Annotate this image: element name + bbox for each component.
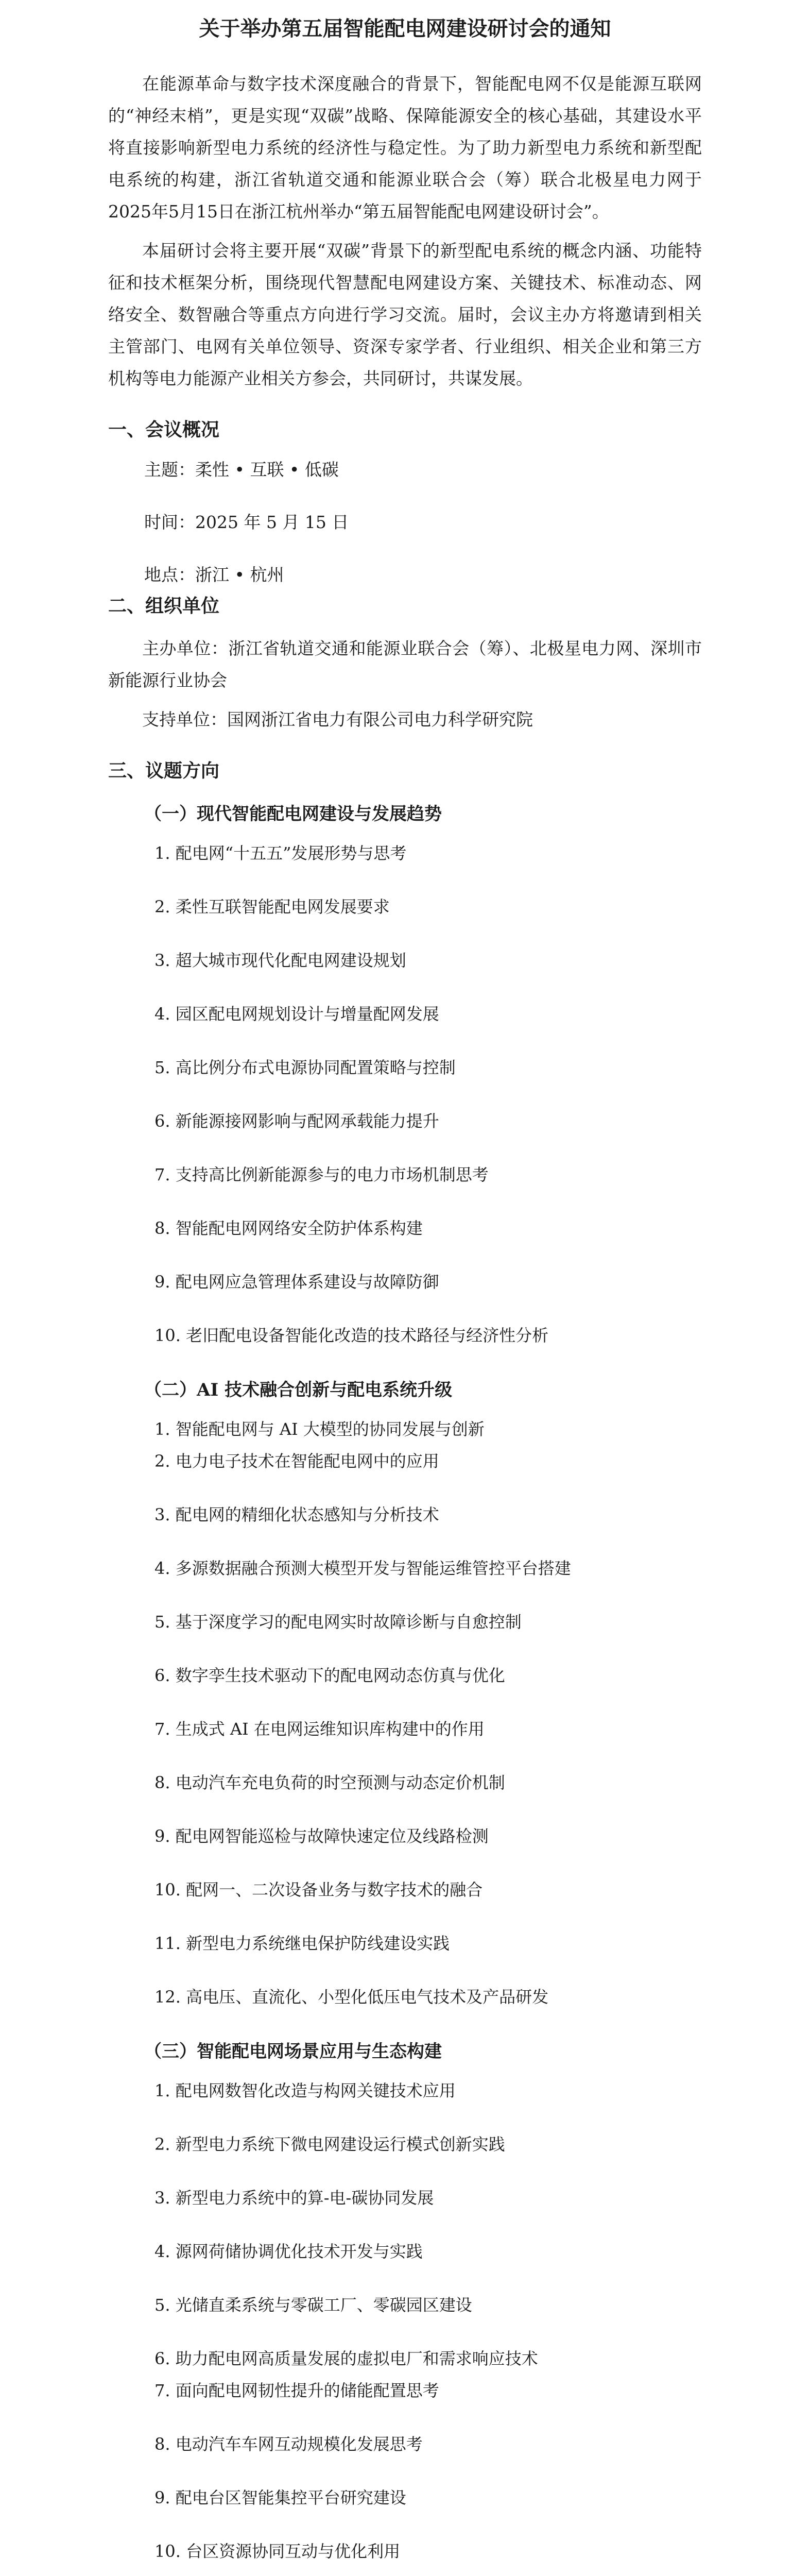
topic-item: 7. 生成式 AI 在电网运维知识库构建中的作用 bbox=[154, 1719, 485, 1739]
topic-item: 5. 基于深度学习的配电网实时故障诊断与自愈控制 bbox=[154, 1612, 522, 1632]
topic-item: 6. 助力配电网高质量发展的虚拟电厂和需求响应技术 bbox=[154, 2349, 538, 2368]
topic-item: 9. 配电台区智能集控平台研究建设 bbox=[154, 2488, 406, 2507]
topic-item: 10. 台区资源协同互动与优化利用 bbox=[154, 2541, 401, 2561]
section-heading-organizers: 二、组织单位 bbox=[108, 595, 220, 617]
topic-item: 8. 智能配电网网络安全防护体系构建 bbox=[154, 1218, 423, 1238]
topic-item: 5. 光储直柔系统与零碳工厂、零碳园区建设 bbox=[154, 2295, 472, 2315]
intro-paragraph-2: 本届研讨会将主要开展“双碳”背景下的新型配电系统的概念内涵、功能特征和技术框架分析，围绕现代智慧配电网建设方案、关键技术、标准动态、网络安全、数智融合等重点方向进行学习交流。届时，会议主办方将邀请到相关主管部门、电网有关单位领导、资深专家学者、行业组织、相关企业和第三方机构等电力能源产业相关方参会，共同研讨，共谋发展。 bbox=[108, 241, 702, 388]
topic-item: 3. 配电网的精细化状态感知与分析技术 bbox=[154, 1505, 439, 1524]
topic-item: 3. 新型电力系统中的算-电-碳协同发展 bbox=[154, 2188, 434, 2208]
section-heading-overview: 一、会议概况 bbox=[108, 419, 220, 440]
topic-item: 5. 高比例分布式电源协同配置策略与控制 bbox=[154, 1058, 456, 1077]
meeting-theme: 主题：柔性 • 互联 • 低碳 bbox=[144, 460, 339, 480]
topic-item: 1. 配电网“十五五”发展形势与思考 bbox=[154, 843, 407, 863]
host-units: 主办单位：浙江省轨道交通和能源业联合会（筹）、北极星电力网、深圳市新能源行业协会 bbox=[108, 638, 702, 690]
topic-item: 8. 电动汽车车网互动规模化发展思考 bbox=[154, 2434, 423, 2454]
topic-item: 1. 配电网数智化改造与构网关键技术应用 bbox=[154, 2081, 456, 2100]
section-heading-topics: 三、议题方向 bbox=[108, 760, 220, 782]
topic-group-heading-1: （一）现代智能配电网建设与发展趋势 bbox=[144, 804, 442, 824]
topic-item: 2. 新型电力系统下微电网建设运行模式创新实践 bbox=[154, 2134, 505, 2154]
topic-group-heading-2: （二）AI 技术融合创新与配电系统升级 bbox=[144, 1380, 453, 1400]
topic-item: 4. 源网荷储协调优化技术开发与实践 bbox=[154, 2242, 423, 2261]
document-title: 关于举办第五届智能配电网建设研讨会的通知 bbox=[199, 16, 611, 41]
intro-paragraph-1: 在能源革命与数字技术深度融合的背景下，智能配电网不仅是能源互联网的“神经末梢”，更是实现“双碳”战略、保障能源安全的核心基础，其建设水平将直接影响新型电力系统的经济性与稳定性。为了助力新型电力系统和新型配电系统的构建，浙江省轨道交通和能源业联合会（筹）联合北极星电力网于2025年5月15日在浙江杭州举办“第五届智能配电网建设研讨会”。 bbox=[108, 74, 702, 222]
topic-item: 9. 配电网应急管理体系建设与故障防御 bbox=[154, 1272, 439, 1292]
topic-item: 2. 电力电子技术在智能配电网中的应用 bbox=[154, 1451, 439, 1471]
topic-group-heading-3: （三）智能配电网场景应用与生态构建 bbox=[144, 2041, 442, 2062]
topic-item: 9. 配电网智能巡检与故障快速定位及线路检测 bbox=[154, 1826, 489, 1846]
topic-item: 4. 多源数据融合预测大模型开发与智能运维管控平台搭建 bbox=[154, 1558, 571, 1578]
topic-item: 2. 柔性互联智能配电网发展要求 bbox=[154, 897, 390, 917]
topic-item: 3. 超大城市现代化配电网建设规划 bbox=[154, 951, 406, 970]
topic-item: 6. 新能源接网影响与配网承载能力提升 bbox=[154, 1111, 439, 1131]
topic-item: 12. 高电压、直流化、小型化低压电气技术及产品研发 bbox=[154, 1987, 549, 2007]
meeting-place: 地点：浙江 • 杭州 bbox=[144, 565, 284, 585]
topic-item: 8. 电动汽车充电负荷的时空预测与动态定价机制 bbox=[154, 1773, 505, 1792]
topic-item: 6. 数字孪生技术驱动下的配电网动态仿真与优化 bbox=[154, 1666, 505, 1685]
topic-item: 11. 新型电力系统继电保护防线建设实践 bbox=[154, 1934, 450, 1953]
support-units: 支持单位：国网浙江省电力有限公司电力科学研究院 bbox=[142, 709, 533, 730]
topic-item: 1. 智能配电网与 AI 大模型的协同发展与创新 bbox=[154, 1419, 485, 1439]
topic-item: 7. 面向配电网韧性提升的储能配置思考 bbox=[154, 2381, 439, 2400]
topic-item: 10. 老旧配电设备智能化改造的技术路径与经济性分析 bbox=[154, 1326, 549, 1345]
topic-item: 10. 配网一、二次设备业务与数字技术的融合 bbox=[154, 1880, 483, 1900]
meeting-time: 时间：2025 年 5 月 15 日 bbox=[144, 512, 349, 532]
topic-item: 4. 园区配电网规划设计与增量配网发展 bbox=[154, 1004, 439, 1024]
topic-item: 7. 支持高比例新能源参与的电力市场机制思考 bbox=[154, 1165, 489, 1184]
